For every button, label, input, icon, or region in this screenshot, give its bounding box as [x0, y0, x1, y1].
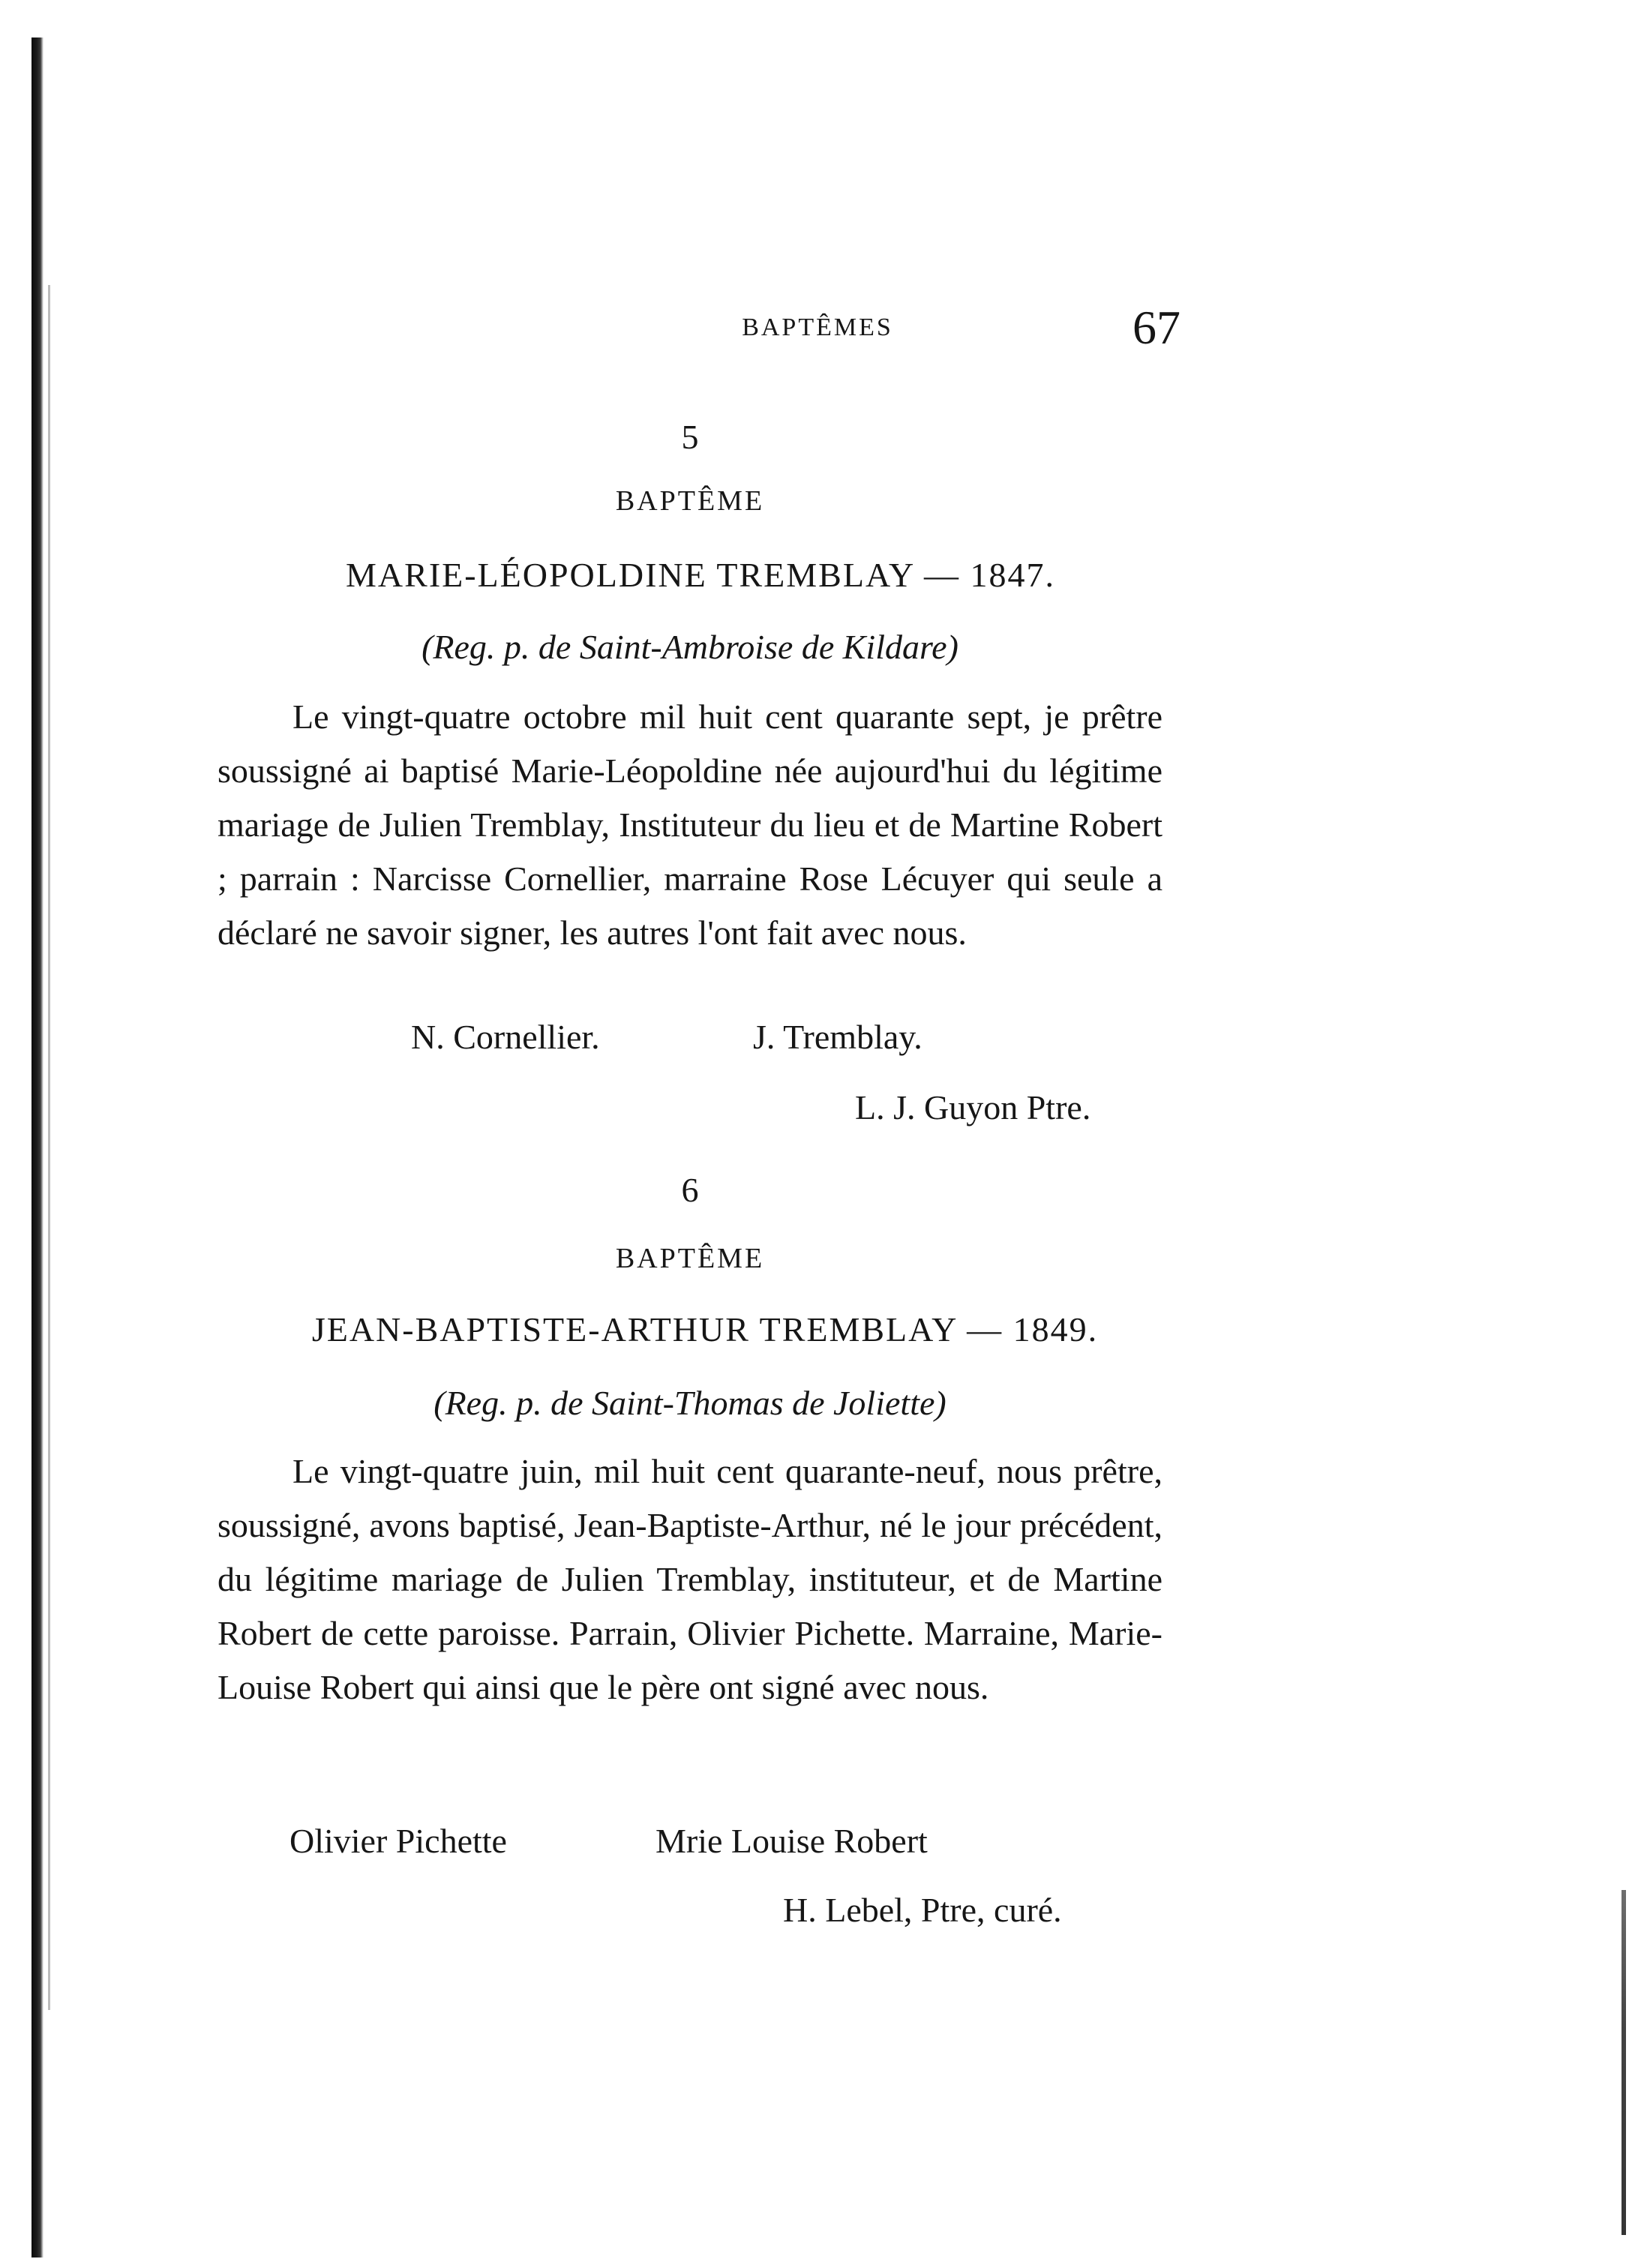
signature: N. Cornellier.: [411, 1018, 600, 1056]
entry-text: Le vingt-quatre juin, mil huit cent quarante-neuf, nous prêtre, soussigné, avons baptisé, Jean-Baptiste-Arthur, né le jour précédent, du légitime mariage de Julien Tremblay, instituteur, et de Martine Robert de cette paroisse. Parrain, Olivier Pichette. Marraine, Marie-Louise Robert qui ainsi que le père ont signé avec nous.: [218, 1452, 1162, 1706]
signature: Mrie Louise Robert: [656, 1822, 928, 1860]
entry-number: 5: [681, 418, 699, 456]
entry-source: (Reg. p. de Saint-Thomas de Joliette): [434, 1384, 946, 1422]
running-head: BAPTÊMES: [742, 314, 893, 341]
signature: L. J. Guyon Ptre.: [855, 1088, 1091, 1126]
entry-text: Le vingt-quatre octobre mil huit cent quarante sept, je prêtre soussigné ai baptisé Marie-Léopoldine née aujourd'hui du légitime mariage de Julien Tremblay, Instituteur du lieu et de Martine Robert ; parrain : Narcisse Cornellier, marraine Rose Lécuyer qui seule a déclaré ne savoir signer, les autres l'ont fait avec nous.: [218, 698, 1162, 952]
page-edge-left-shadow: [48, 285, 50, 2010]
entry-name: JEAN-BAPTISTE-ARTHUR TREMBLAY — 1849.: [311, 1310, 1099, 1348]
entry-source: (Reg. p. de Saint-Ambroise de Kildare): [422, 628, 958, 666]
entry-heading: BAPTÊME: [615, 485, 765, 517]
signature: Olivier Pichette: [290, 1822, 507, 1860]
entry-name: MARIE-LÉOPOLDINE TREMBLAY — 1847.: [346, 556, 1055, 594]
signature: H. Lebel, Ptre, curé.: [783, 1891, 1062, 1929]
page-number: 67: [1132, 301, 1180, 354]
page-edge-right: [1622, 1890, 1626, 2235]
page-edge-left: [32, 38, 44, 2258]
entry-number: 6: [681, 1171, 699, 1209]
signature: J. Tremblay.: [753, 1018, 922, 1056]
entry-heading: BAPTÊME: [615, 1243, 765, 1274]
